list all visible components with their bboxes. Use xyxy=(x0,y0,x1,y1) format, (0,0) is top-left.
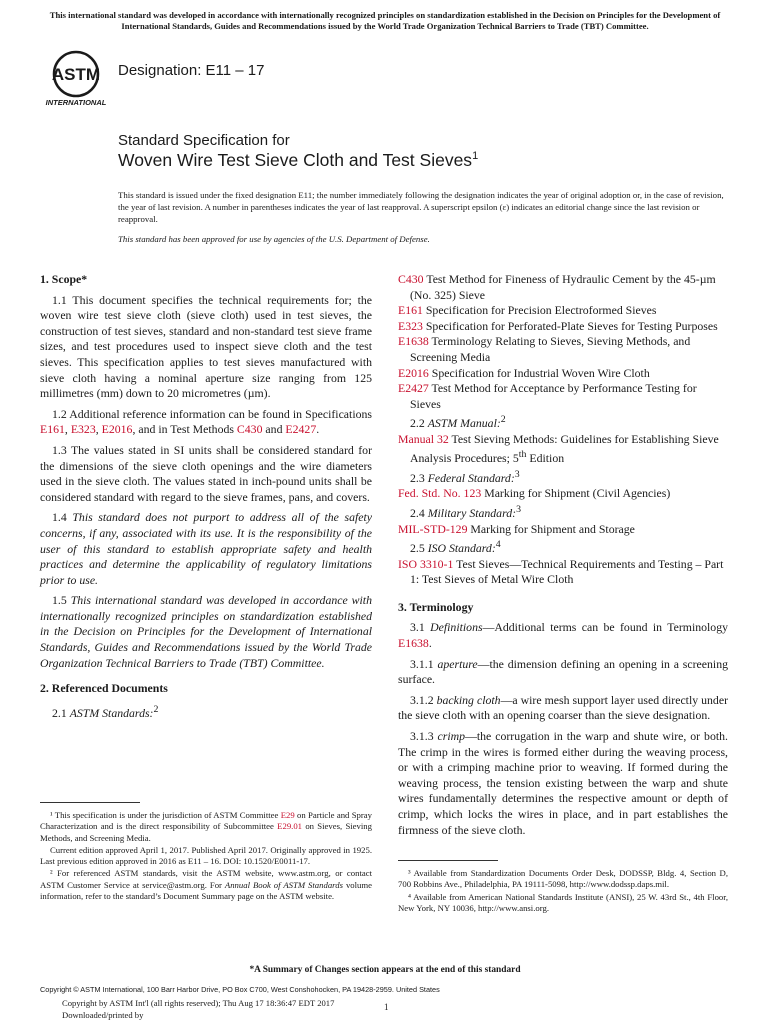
ref-link-e161[interactable]: E161 xyxy=(40,422,65,437)
ref-item-e2016 xyxy=(398,366,728,382)
ref-link-e29[interactable]: E29 xyxy=(280,810,295,820)
ref-title: Specification for Industrial Woven Wire Cloth xyxy=(428,365,650,380)
ref-title: Marking for Shipment and Storage xyxy=(467,521,635,536)
footnote-mark: 3 xyxy=(516,504,521,516)
footnote-rule-left xyxy=(40,802,140,803)
terminology-heading: 3. Terminology xyxy=(398,599,474,614)
left-column xyxy=(40,272,372,726)
para-2-4-text: Military Standard: xyxy=(427,506,517,520)
ref-item-e161 xyxy=(398,303,728,319)
ref-title: Specification for Perforated-Plate Sieves for Testing Purposes xyxy=(422,318,718,333)
para-2-2-text: ASTM Manual: xyxy=(427,416,501,431)
ref-title: Terminology Relating to Sieves, Sieving Methods, and Screening Media xyxy=(410,334,691,364)
sep: . xyxy=(428,636,432,651)
ref-code-link[interactable]: C430 xyxy=(398,272,424,286)
para-2-1 xyxy=(40,702,372,722)
title-line2 xyxy=(118,150,478,171)
footnote-mark: 2 xyxy=(153,703,159,715)
footnote-1 xyxy=(40,810,372,844)
para-number: 3.1.1 xyxy=(410,656,438,671)
para-1-4-text: This standard does not purport to address all of the safety concerns, if any, associated with its use. It is the responsibility of the user of this standard to establish appropriate safety and health practices and determine the applicability of regulatory limitations prior to use. xyxy=(40,510,372,587)
definition: —the corrugation in the warp and shute wire, or both. The crimp in the wires is formed either during the weaving process, or with a crimping machine prior to weaving. If formed during the weaving process, the tension existing between the warp and shute wires fundamentally determines the respective amount or depth of crimp, which locks the wires in place, and in part establishes the firmness of the sieve cloth. xyxy=(398,729,728,837)
ref-item-e2427 xyxy=(398,381,728,412)
para-1-5 xyxy=(40,593,372,671)
footnote-text: volume information, refer to the standard’s Document Summary page on the ASTM website. xyxy=(40,879,372,902)
footnote-italic: Annual Book of ASTM Standards xyxy=(224,879,343,890)
term: crimp xyxy=(437,729,466,744)
ref-title: Test Sieves—Technical Requirements and Testing – Part 1: Test Sieves of Metal Wire Cloth xyxy=(410,556,724,587)
para-number: 2.4 xyxy=(410,506,428,520)
ref-link-e29-01[interactable]: E29.01 xyxy=(277,821,303,832)
footnotes-left xyxy=(40,810,372,903)
download-stamp-line1: Copyright by ASTM Int'l (all rights reserved); Thu Aug 17 18:36:47 EDT 2017 xyxy=(62,998,335,1008)
sep: and xyxy=(262,422,286,437)
para-1-2-text: 1.2 Additional reference information can be found in Specifications xyxy=(52,406,372,421)
para-2-3-text: Federal Standard: xyxy=(427,470,515,485)
sep: , xyxy=(64,422,71,437)
para-2-4 xyxy=(398,502,728,522)
ref-code-link[interactable]: E2016 xyxy=(398,365,429,380)
sep: . xyxy=(316,422,320,437)
summary-of-changes-note: *A Summary of Changes section appears at the end of this standard xyxy=(249,965,521,975)
ref-code-link[interactable]: E161 xyxy=(398,303,423,318)
para-number: 1.4 xyxy=(52,510,73,525)
ref-item-iso xyxy=(398,557,728,588)
para-1-3: 1.3 The values stated in SI units shall be considered standard for the dimensions of the sieve cloth openings and the wire diameters used in the sieve cloth. The values stated in inch-pound units shall be considered standard with regard to the sieve frames, pans, and covers. xyxy=(40,442,372,504)
top-notice: This international standard was developed in accordance with internationally recognized principles on standardization established in the Decision on Principles for the Development of International Standards, Guides and Recommendations issued by the World Trade Organization Technical Barriers to Trade (TBT) Committee. xyxy=(49,10,721,31)
ref-code-link[interactable]: MIL-STD-129 xyxy=(398,521,468,536)
scope-heading: 1. Scope* xyxy=(40,272,88,286)
ref-item-e1638 xyxy=(398,334,728,365)
footnote-rule-right xyxy=(398,860,498,861)
definition: —a wire mesh support layer used directly under the sieve cloth with an opening coarser than the sieve designation. xyxy=(398,692,728,723)
para-2-1-text: ASTM Standards: xyxy=(69,705,154,720)
footnote-mark: 2 xyxy=(500,414,506,426)
para-1-2 xyxy=(40,407,372,438)
ref-code-link[interactable]: Manual 32 xyxy=(398,431,449,446)
footnote-mark: 4 xyxy=(495,539,501,551)
footnote-text: on Particle and Spray Characterization and is the direct responsibility of Subcommittee xyxy=(40,810,372,832)
ref-item-fed-std xyxy=(398,486,728,502)
astm-logo xyxy=(40,50,112,108)
para-1-2-text: , and in Test Methods xyxy=(132,422,237,437)
para-2-5 xyxy=(398,537,728,557)
ref-title: Test Method for Fineness of Hydraulic Cement by the 45-µm (No. 325) Sieve xyxy=(410,272,716,302)
para-number: 2.1 xyxy=(52,705,70,720)
para-number: 3.1.3 xyxy=(410,729,438,744)
ref-code-link[interactable]: Fed. Std. No. 123 xyxy=(398,486,482,501)
ref-code-link[interactable]: E323 xyxy=(398,318,423,333)
ref-code-link[interactable]: E2427 xyxy=(398,381,429,396)
para-1-5-text: This international standard was developed in accordance with internationally recognized principles on standardization established in the Decision on Principles for the Development of International Standards, Guides and Recommendations issued by the World Trade Organization Technical Barriers to Trade (TBT) Committee. xyxy=(40,593,372,670)
logo-text: ASTM xyxy=(51,65,101,84)
right-column xyxy=(398,272,728,843)
ordinal-sup: th xyxy=(518,449,527,461)
footnote-text: ² For referenced ASTM standards, visit the ASTM website, www.astm.org, or contact ASTM Customer Service at service@astm.org. For xyxy=(40,868,372,890)
footnote-4: ⁴ Available from American National Standards Institute (ANSI), 25 W. 43rd St., 4th Floor, New York, NY 10036, http://www.ansi.org. xyxy=(398,891,728,913)
para-2-5-text: ISO Standard: xyxy=(427,541,496,556)
footnote-text: ¹ This specification is under the jurisdiction of ASTM Committee xyxy=(50,810,281,820)
para-3-1 xyxy=(398,620,728,651)
footnote-1-edition: Current edition approved April 1, 2017. Published April 2017. Originally approved in 1925. Last previous edition approved in 2016 as E11 – 16. DOI: 10.1520/E0011-17. xyxy=(40,844,372,867)
para-3-1-2 xyxy=(398,693,728,724)
para-3-1-1 xyxy=(398,657,728,688)
para-number: 2.5 xyxy=(410,541,428,556)
ref-code-link[interactable]: ISO 3310-1 xyxy=(398,556,454,571)
term: aperture xyxy=(437,656,478,671)
definition: —the dimension defining an opening in a screening surface. xyxy=(398,656,729,687)
footnotes-right xyxy=(398,868,728,915)
ref-item-e323 xyxy=(398,319,728,335)
para-3-1-3 xyxy=(398,729,728,838)
page-number: 1 xyxy=(384,1002,389,1012)
title-footnote-mark: 1 xyxy=(472,150,479,163)
title-text: Woven Wire Test Sieve Cloth and Test Sieves xyxy=(118,150,473,170)
para-2-3 xyxy=(398,467,728,487)
ref-title: Test Sieving Methods: Guidelines for Establishing Sieve Analysis Procedures; 5 xyxy=(410,431,719,466)
term: backing cloth xyxy=(436,692,501,707)
ref-item-manual32 xyxy=(398,432,728,467)
refdocs-heading: 2. Referenced Documents xyxy=(40,681,168,696)
copyright-line: Copyright © ASTM International, 100 Barr Harbor Drive, PO Box C700, West Conshohocken, PA 19428-2959. United States xyxy=(40,985,440,994)
para-number: 2.2 xyxy=(410,416,428,431)
ref-title: Test Method for Acceptance by Performance Testing for Sieves xyxy=(410,381,697,411)
dod-note: This standard has been approved for use by agencies of the U.S. Department of Defense. xyxy=(118,234,430,244)
para-number: 1.5 xyxy=(52,593,71,608)
para-2-2 xyxy=(398,412,728,432)
para-number: 2.3 xyxy=(410,470,428,485)
title-line1: Standard Specification for xyxy=(118,132,290,149)
issue-note: This standard is issued under the fixed designation E11; the number immediately following the designation indicates the year of original adoption or, in the case of revision, the year of last revision. A number in parentheses indicates the year of last reapproval. A superscript epsilon (ε) indicates an editorial change since the last revision or reapproval. xyxy=(118,190,724,224)
ref-link-e1638[interactable]: E1638 xyxy=(398,636,429,651)
ref-code-link[interactable]: E1638 xyxy=(398,334,429,349)
footnote-mark: 3 xyxy=(514,468,520,480)
sep: , xyxy=(95,422,102,437)
footnote-3: ³ Available from Standardization Documents Order Desk, DODSSP, Bldg. 4, Section D, 700 Robbins Ave., Philadelphia, PA 19111-5098, http://www.dodssp.daps.mil. xyxy=(398,868,728,890)
ref-link-e2427[interactable]: E2427 xyxy=(285,422,317,437)
para-number: 3.1 xyxy=(410,620,431,635)
term: Definitions xyxy=(430,620,483,635)
definition: —Additional terms can be found in Terminology xyxy=(482,620,729,635)
ref-item-mil-std xyxy=(398,522,728,538)
download-stamp-line2: Downloaded/printed by xyxy=(62,1010,144,1020)
logo-sub: INTERNATIONAL xyxy=(45,98,107,107)
ref-link-e2016[interactable]: E2016 xyxy=(101,422,133,437)
para-number: 3.1.2 xyxy=(410,692,437,707)
para-1-4 xyxy=(40,510,372,588)
designation: Designation: E11 – 17 xyxy=(118,62,265,79)
ref-item-c430 xyxy=(398,272,728,303)
ref-title: Specification for Precision Electroformed Sieves xyxy=(422,303,657,318)
para-1-1: 1.1 This document specifies the technical requirements for; the woven wire test sieve cloth (sieve cloth) used in test sieves, the construction of test sieves, standard and non-standard test sieve frame sizes, and test procedures used to inspect sieve cloth and the test sieves. This specification applies to test sieves manufactured with sieve cloth having a nominal aperture size ranging from 125 millimetres (mm) down to 20 micrometres (µm). xyxy=(40,292,372,401)
ref-link-c430[interactable]: C430 xyxy=(236,422,263,437)
footnote-2 xyxy=(40,868,372,902)
footnote-text: on Sieves, Sieving Methods, and Screening Media. xyxy=(40,821,372,843)
ref-title: Marking for Shipment (Civil Agencies) xyxy=(481,486,671,501)
ref-title-end: Edition xyxy=(526,451,565,466)
ref-link-e323[interactable]: E323 xyxy=(70,422,96,437)
